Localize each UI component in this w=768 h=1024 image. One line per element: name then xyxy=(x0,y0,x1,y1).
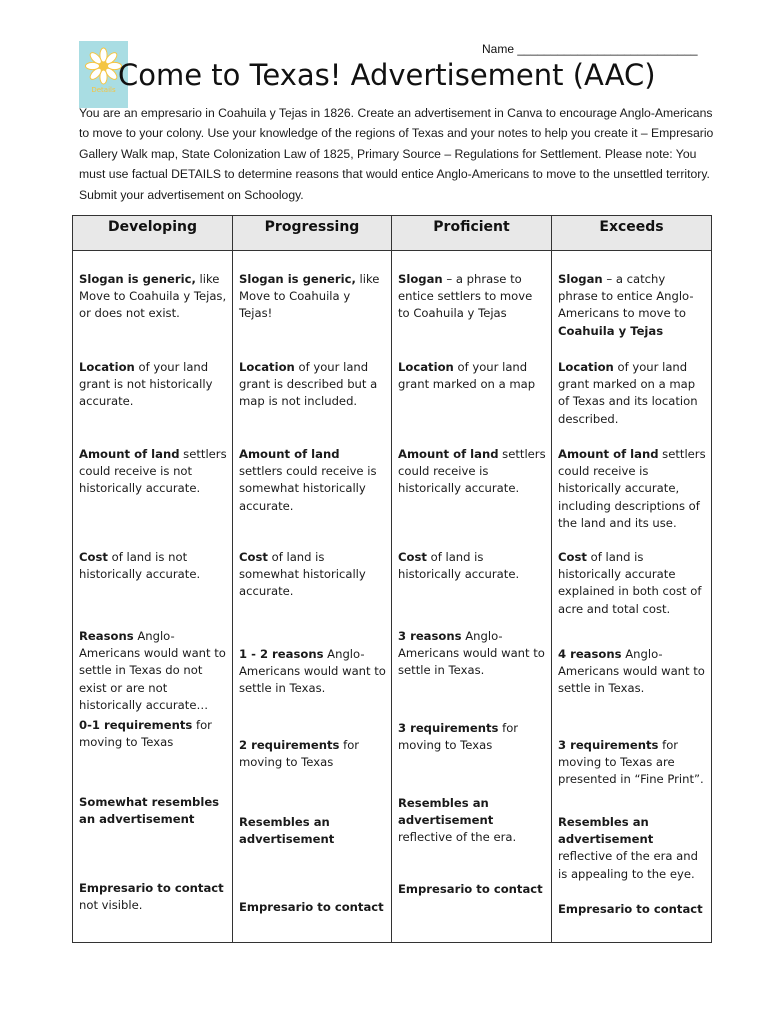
criterion-slogan xyxy=(79,271,227,323)
criterion-keyword: Resembles an advertisement xyxy=(398,796,494,828)
criterion-text: for moving to Texas xyxy=(398,721,519,753)
header-progressing: Progressing xyxy=(233,216,392,251)
criterion-keyword: Resembles an advertisement xyxy=(558,815,654,847)
rubric-header-row xyxy=(73,216,712,251)
criterion-text: of your land grant is described but a map is not included. xyxy=(239,360,378,409)
criterion-keyword: Cost xyxy=(79,550,108,564)
criterion-reasons xyxy=(239,646,386,698)
criterion-text: settlers could receive is somewhat historically accurate. xyxy=(239,464,377,513)
criterion-keyword: Empresario to contact xyxy=(558,902,703,916)
column-developing xyxy=(73,251,233,943)
criterion-keyword: Amount of land xyxy=(239,447,340,461)
criterion-empresario-contact xyxy=(239,899,386,916)
criterion-keyword: Amount of land xyxy=(79,447,180,461)
column-exceeds xyxy=(552,251,712,943)
criterion-text: of land is historically accurate explained in both cost of acre and total cost. xyxy=(558,550,702,616)
criterion-keyword: Location xyxy=(398,360,454,374)
criterion-keyword: Empresario to contact xyxy=(239,900,384,914)
criterion-keyword: Slogan is generic, xyxy=(79,272,196,286)
instructions-paragraph: You are an empresario in Coahuila y Tejas in 1826. Create an advertisement in Canva to encourage Anglo-Americans to move to your colony. Use your knowledge of the regions of Texas and your notes to help you create it – Empresario Gallery Walk map, State Colonization Law of 1825, Primary Source – Regulations for Settlement. Please note: You must use factual DETAILS to determine reasons that would entice Anglo-Americans to move to the unsettled territory. Submit your advertisement on Schoology. xyxy=(79,106,714,202)
criterion-amount-of-land xyxy=(558,446,706,532)
criterion-text: settlers could receive is historically accurate. xyxy=(398,447,546,496)
criterion-keyword: 1 - 2 reasons xyxy=(239,647,324,661)
criterion-keyword: 3 requirements xyxy=(398,721,499,735)
criterion-keyword: 3 reasons xyxy=(398,629,462,643)
criterion-requirements xyxy=(558,737,706,789)
criterion-reasons xyxy=(398,628,546,680)
criterion-keyword: Coahuila y Tejas xyxy=(558,323,664,338)
criterion-empresario-contact xyxy=(79,880,227,914)
criterion-keyword: Location xyxy=(79,360,135,374)
criterion-keyword: Cost xyxy=(239,550,268,564)
criterion-cost xyxy=(558,549,706,618)
criterion-keyword: Location xyxy=(239,360,295,374)
column-progressing xyxy=(233,251,392,943)
criterion-text: Anglo-Americans would want to settle in Texas. xyxy=(398,629,545,678)
criterion-requirements xyxy=(398,720,546,754)
criterion-keyword: Empresario to contact xyxy=(398,882,543,896)
criterion-amount-of-land xyxy=(79,446,227,498)
criterion-text: reflective of the era and is appealing to the eye. xyxy=(558,849,698,881)
criterion-keyword: Empresario to contact xyxy=(79,881,224,895)
criterion-text: – a catchy phrase to entice Anglo-Americans to move to xyxy=(558,272,694,321)
header-developing: Developing xyxy=(73,216,233,251)
rubric-body-row xyxy=(73,251,712,943)
criterion-keyword: Resembles an advertisement xyxy=(239,815,335,847)
criterion-location xyxy=(558,359,706,428)
logo-label: Details xyxy=(91,86,116,94)
criterion-keyword: Amount of land xyxy=(558,447,659,461)
criterion-text: reflective of the era. xyxy=(398,830,517,845)
criterion-reasons xyxy=(79,628,227,714)
criterion-reasons xyxy=(558,646,706,698)
criterion-keyword: Cost xyxy=(398,550,427,564)
criterion-slogan xyxy=(558,271,706,340)
criterion-text: of your land grant is not historically accurate. xyxy=(79,360,213,409)
criterion-text: settlers could receive is not historically accurate. xyxy=(79,447,227,496)
criterion-text: of your land grant marked on a map of Texas and its location described. xyxy=(558,360,698,426)
criterion-location xyxy=(79,359,227,411)
criterion-slogan xyxy=(398,271,546,323)
criterion-keyword: 4 reasons xyxy=(558,647,622,661)
criterion-advertisement xyxy=(239,814,386,848)
criterion-text: Anglo-Americans would want to settle in Texas. xyxy=(239,647,386,696)
criterion-keyword: Location xyxy=(558,360,614,374)
criterion-cost xyxy=(398,549,546,583)
criterion-keyword: Somewhat resembles an advertisement xyxy=(79,795,220,827)
criterion-empresario-contact xyxy=(558,901,706,918)
criterion-keyword: Slogan xyxy=(558,272,603,286)
criterion-text: of land is not historically accurate. xyxy=(79,550,201,582)
criterion-amount-of-land xyxy=(398,446,546,498)
criterion-text: of land is historically accurate. xyxy=(398,550,520,582)
criterion-text: for moving to Texas xyxy=(79,718,212,750)
criterion-keyword: Amount of land xyxy=(398,447,499,461)
criterion-advertisement xyxy=(558,814,706,883)
column-proficient xyxy=(392,251,552,943)
criterion-empresario-contact xyxy=(398,881,546,898)
criterion-keyword: 2 requirements xyxy=(239,738,340,752)
criterion-requirements xyxy=(79,717,227,751)
criterion-text: of your land grant marked on a map xyxy=(398,360,536,392)
criterion-keyword: 3 requirements xyxy=(558,738,659,752)
page-title: Come to Texas! Advertisement (AAC) xyxy=(118,58,656,92)
criterion-text: for moving to Texas are presented in “Fine Print”. xyxy=(558,738,704,787)
criterion-text: settlers could receive is historically accurate, including descriptions of the land and its use. xyxy=(558,447,706,530)
criterion-amount-of-land xyxy=(239,446,386,515)
criterion-text: for moving to Texas xyxy=(239,738,360,770)
name-field[interactable]: Name ___________________________ xyxy=(482,42,698,56)
criterion-text: not visible. xyxy=(79,898,143,913)
rubric-table xyxy=(72,215,712,943)
criterion-text: like Move to Coahuila y Tejas, or does not exist. xyxy=(79,272,227,321)
criterion-text: Anglo-Americans would want to settle in Texas. xyxy=(558,647,705,696)
criterion-slogan xyxy=(239,271,386,323)
criterion-text: – a phrase to entice settlers to move to Coahuila y Tejas xyxy=(398,272,533,321)
criterion-advertisement xyxy=(79,794,227,828)
criterion-keyword: Slogan xyxy=(398,272,443,286)
criterion-keyword: Reasons xyxy=(79,629,134,643)
criterion-keyword: Slogan is generic, xyxy=(239,272,356,286)
criterion-keyword: Cost xyxy=(558,550,587,564)
criterion-location xyxy=(398,359,546,393)
criterion-text: like Move to Coahuila y Tejas! xyxy=(239,272,380,321)
criterion-text: of land is somewhat historically accurate. xyxy=(239,550,366,599)
header-exceeds: Exceeds xyxy=(552,216,712,251)
criterion-cost xyxy=(239,549,386,601)
criterion-location xyxy=(239,359,386,411)
criterion-text: Anglo-Americans would want to settle in Texas do not exist or are not historically accurate… xyxy=(79,629,226,712)
criterion-advertisement xyxy=(398,795,546,847)
criterion-cost xyxy=(79,549,227,583)
criterion-keyword: 0-1 requirements xyxy=(79,718,193,732)
header-proficient: Proficient xyxy=(392,216,552,251)
criterion-requirements xyxy=(239,737,386,771)
